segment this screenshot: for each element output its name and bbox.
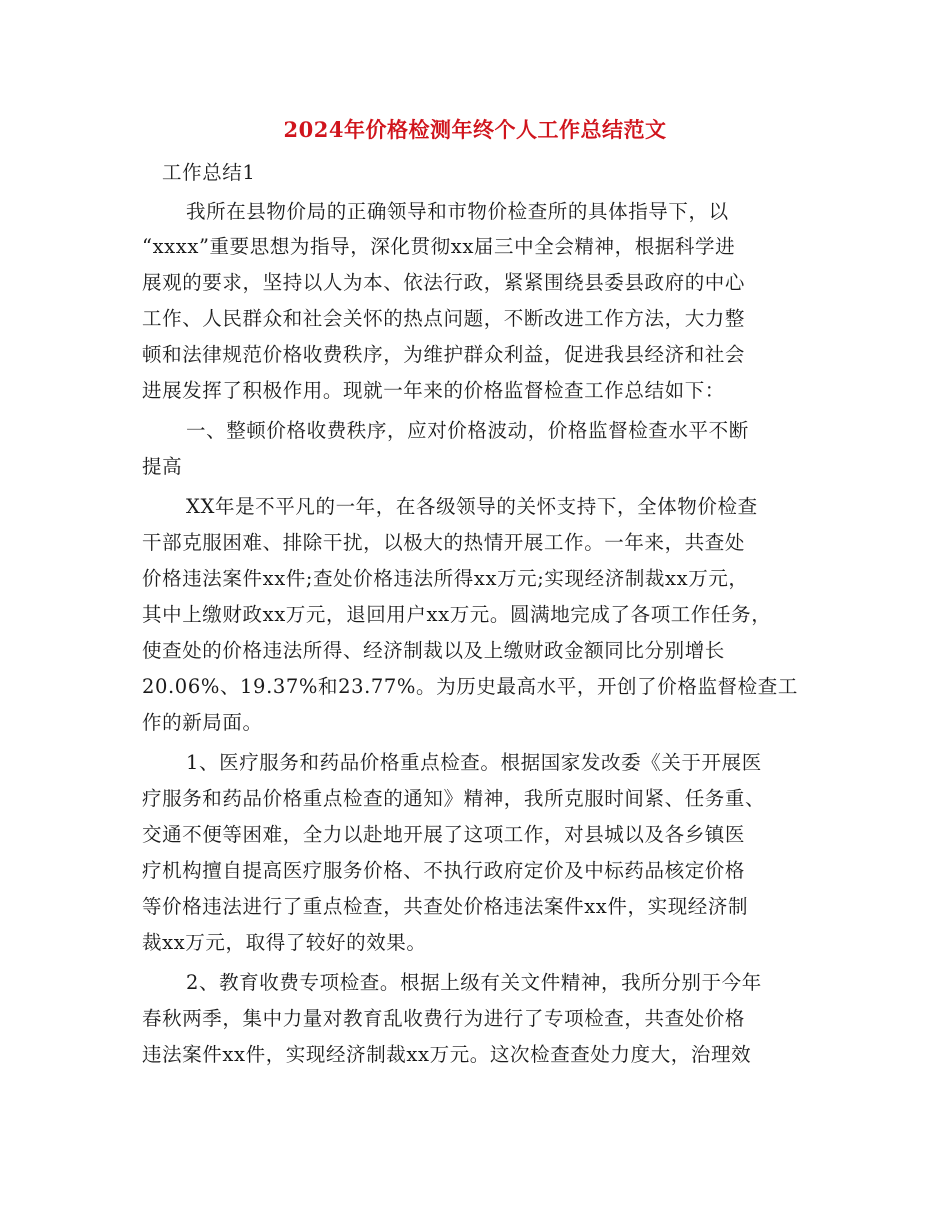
- paragraph-line: “xxxx”重要思想为指导，深化贯彻xx届三中全会精神，根据科学进: [142, 235, 736, 258]
- paragraph-line: 工作、人民群众和社会关怀的热点问题，不断改进工作方法，大力整: [142, 307, 746, 330]
- paragraph-line: XX年是不平凡的一年，在各级领导的关怀支持下，全体物价检查: [186, 495, 758, 518]
- paragraph-line: 我所在县物价局的正确领导和市物价检查所的具体指导下，以: [186, 200, 729, 223]
- paragraph-line: 裁xx万元，取得了较好的效果。: [142, 931, 427, 954]
- paragraph-line: 干部克服困难、排除干扰，以极大的热情开展工作。一年来，共查处: [142, 531, 746, 554]
- paragraph-line: 违法案件xx件，实现经济制裁xx万元。这次检查查处力度大，治理效: [142, 1043, 752, 1066]
- paragraph-line: 使查处的价格违法所得、经济制裁以及上缴财政金额同比分别增长: [142, 639, 725, 662]
- paragraph-line: 提高: [142, 455, 183, 478]
- document-title: 2024年价格检测年终个人工作总结范文: [283, 117, 667, 142]
- paragraph-line: 作的新局面。: [142, 711, 263, 734]
- paragraph-line: 一、整顿价格收费秩序，应对价格波动，价格监督检查水平不断: [186, 419, 749, 442]
- section-heading: 工作总结1: [162, 161, 256, 184]
- paragraph-line: 价格违法案件xx件;查处价格违法所得xx万元;实现经济制裁xx万元，: [142, 567, 749, 590]
- paragraph-line: 2、教育收费专项检查。根据上级有关文件精神，我所分别于今年: [186, 971, 762, 994]
- paragraph-line: 其中上缴财政xx万元，退回用户xx万元。圆满地完成了各项工作任务，: [142, 603, 772, 626]
- paragraph-line: 展观的要求，坚持以人为本、依法行政，紧紧围绕县委县政府的中心: [142, 271, 746, 294]
- paragraph-line: 顿和法律规范价格收费秩序，为维护群众利益，促进我县经济和社会: [142, 343, 746, 366]
- paragraph-line: 交通不便等困难，全力以赴地开展了这项工作，对县城以及各乡镇医: [142, 823, 746, 846]
- paragraph-line: 进展发挥了积极作用。现就一年来的价格监督检查工作总结如下：: [142, 379, 725, 402]
- paragraph-line: 疗服务和药品价格重点检查的通知》精神，我所克服时间紧、任务重、: [142, 787, 766, 810]
- paragraph-line: 等价格违法进行了重点检查，共查处价格违法案件xx件，实现经济制: [142, 895, 749, 918]
- paragraph-line: 1、医疗服务和药品价格重点检查。根据国家发改委《关于开展医: [186, 751, 762, 774]
- paragraph-line: 春秋两季，集中力量对教育乱收费行为进行了专项检查，共查处价格: [142, 1007, 746, 1030]
- paragraph-line: 疗机构擅自提高医疗服务价格、不执行政府定价及中标药品核定价格: [142, 859, 746, 882]
- paragraph-line: 20.06%、19.37%和23.77%。为历史最高水平，开创了价格监督检查工: [142, 675, 798, 698]
